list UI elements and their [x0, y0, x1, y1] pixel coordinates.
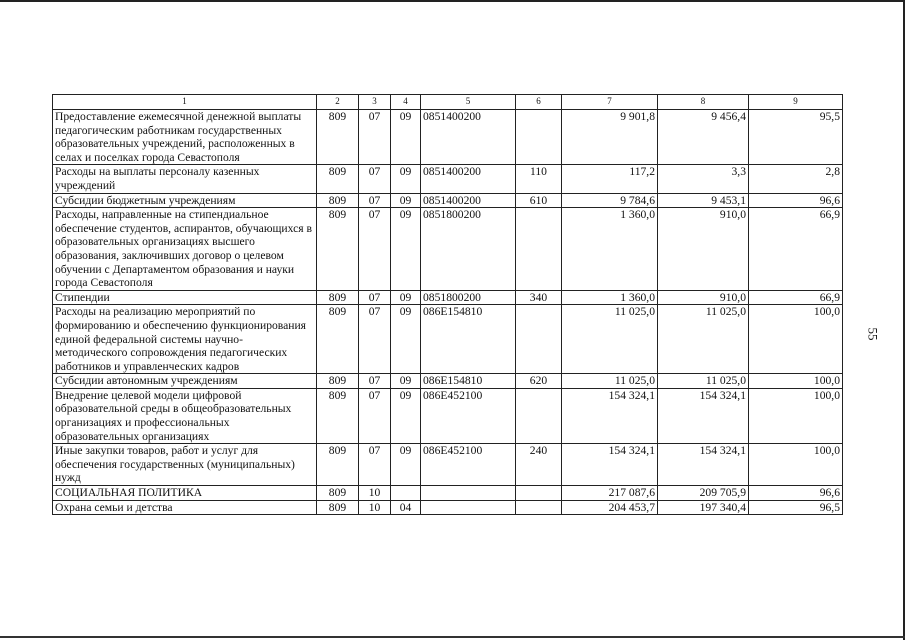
row-percent: 100,0: [749, 388, 843, 443]
row-percent: 100,0: [749, 374, 843, 389]
table-row: [53, 110, 843, 165]
row-code-subsection: 09: [391, 208, 421, 291]
row-percent: 95,5: [749, 110, 843, 165]
row-amount-plan: 154 324,1: [562, 388, 658, 443]
row-amount-plan: 11 025,0: [562, 305, 658, 374]
row-name: Стипендии: [53, 290, 317, 305]
row-code-section: 07: [359, 208, 391, 291]
row-name: Охрана семьи и детства: [53, 500, 317, 515]
row-code-ved: 809: [317, 388, 359, 443]
row-percent: 66,9: [749, 208, 843, 291]
table-row: [53, 165, 843, 193]
row-code-target: 0851400200: [421, 193, 516, 208]
table-row: [53, 444, 843, 486]
row-code-expense-type: 620: [516, 374, 562, 389]
row-code-ved: 809: [317, 444, 359, 486]
row-amount-plan: 117,2: [562, 165, 658, 193]
row-code-ved: 809: [317, 374, 359, 389]
row-amount-actual: 910,0: [658, 208, 749, 291]
row-name: Предоставление ежемесячной денежной выплаты педагогическим работникам государственных образовательных учреждений, расположенных в селах и поселках города Севастополя: [53, 110, 317, 165]
budget-table: [52, 94, 843, 515]
header-cell-7: 7: [562, 95, 658, 110]
row-amount-plan: 9 901,8: [562, 110, 658, 165]
row-code-expense-type: [516, 388, 562, 443]
row-code-target: 0851400200: [421, 110, 516, 165]
row-amount-actual: 11 025,0: [658, 305, 749, 374]
row-code-section: 07: [359, 305, 391, 374]
row-percent: 96,6: [749, 193, 843, 208]
row-code-target: 0851800200: [421, 208, 516, 291]
row-code-expense-type: 110: [516, 165, 562, 193]
row-amount-actual: 9 453,1: [658, 193, 749, 208]
row-code-target: 086E154810: [421, 305, 516, 374]
table-body: [53, 95, 843, 515]
row-amount-actual: 3,3: [658, 165, 749, 193]
row-name: Расходы, направленные на стипендиальное обеспечение студентов, аспирантов, обучающихся в образовательных организациях высшего образования, заключивших договор о целевом обучении с Департаментом образования и науки города Севастополя: [53, 208, 317, 291]
row-code-section: 07: [359, 193, 391, 208]
table-row: [53, 500, 843, 515]
row-code-subsection: 09: [391, 290, 421, 305]
row-code-target: [421, 500, 516, 515]
row-code-expense-type: [516, 305, 562, 374]
row-amount-actual: 209 705,9: [658, 486, 749, 501]
row-percent: 96,5: [749, 500, 843, 515]
header-cell-5: 5: [421, 95, 516, 110]
row-code-ved: 809: [317, 486, 359, 501]
row-name: Внедрение целевой модели цифровой образовательной среды в общеобразовательных организациях и профессиональных образовательных организациях: [53, 388, 317, 443]
row-code-ved: 809: [317, 208, 359, 291]
header-cell-2: 2: [317, 95, 359, 110]
row-code-target: 0851800200: [421, 290, 516, 305]
row-name: Субсидии бюджетным учреждениям: [53, 193, 317, 208]
row-code-expense-type: [516, 500, 562, 515]
row-percent: 2,8: [749, 165, 843, 193]
row-code-expense-type: [516, 110, 562, 165]
row-code-subsection: 04: [391, 500, 421, 515]
row-name: Расходы на выплаты персоналу казенных учреждений: [53, 165, 317, 193]
row-percent: 96,6: [749, 486, 843, 501]
row-code-target: [421, 486, 516, 501]
row-code-section: 07: [359, 374, 391, 389]
row-code-section: 07: [359, 444, 391, 486]
row-amount-plan: 11 025,0: [562, 374, 658, 389]
header-row: [53, 95, 843, 110]
table-row: [53, 486, 843, 501]
row-percent: 66,9: [749, 290, 843, 305]
row-name: Субсидии автономным учреждениям: [53, 374, 317, 389]
row-code-target: 086E154810: [421, 374, 516, 389]
row-code-section: 07: [359, 388, 391, 443]
bottom-scan-edge: [0, 636, 905, 638]
header-cell-3: 3: [359, 95, 391, 110]
row-code-subsection: 09: [391, 165, 421, 193]
row-amount-plan: 204 453,7: [562, 500, 658, 515]
row-code-subsection: [391, 486, 421, 501]
table-row: [53, 208, 843, 291]
row-amount-actual: 154 324,1: [658, 388, 749, 443]
row-percent: 100,0: [749, 305, 843, 374]
row-code-expense-type: 240: [516, 444, 562, 486]
row-amount-actual: 9 456,4: [658, 110, 749, 165]
row-name: Расходы на реализацию мероприятий по формированию и обеспечению функционирования единой федеральной системы научно-методического сопровождения педагогических работников и управленческих кадров: [53, 305, 317, 374]
row-code-subsection: 09: [391, 374, 421, 389]
header-cell-1: 1: [53, 95, 317, 110]
header-cell-8: 8: [658, 95, 749, 110]
row-code-expense-type: 340: [516, 290, 562, 305]
row-code-ved: 809: [317, 500, 359, 515]
table-row: [53, 193, 843, 208]
row-amount-plan: 9 784,6: [562, 193, 658, 208]
page-number: 55: [865, 327, 881, 341]
header-cell-6: 6: [516, 95, 562, 110]
row-code-target: 086E452100: [421, 444, 516, 486]
row-code-subsection: 09: [391, 110, 421, 165]
row-code-section: 07: [359, 165, 391, 193]
row-code-ved: 809: [317, 165, 359, 193]
row-code-section: 07: [359, 110, 391, 165]
row-code-ved: 809: [317, 305, 359, 374]
row-code-section: 10: [359, 500, 391, 515]
row-amount-actual: 154 324,1: [658, 444, 749, 486]
table-row: [53, 374, 843, 389]
table-row: [53, 290, 843, 305]
row-code-ved: 809: [317, 290, 359, 305]
row-code-ved: 809: [317, 193, 359, 208]
row-name: СОЦИАЛЬНАЯ ПОЛИТИКА: [53, 486, 317, 501]
row-code-subsection: 09: [391, 305, 421, 374]
row-amount-plan: 1 360,0: [562, 208, 658, 291]
row-amount-plan: 154 324,1: [562, 444, 658, 486]
row-code-expense-type: [516, 486, 562, 501]
row-amount-actual: 197 340,4: [658, 500, 749, 515]
row-amount-plan: 1 360,0: [562, 290, 658, 305]
row-code-section: 10: [359, 486, 391, 501]
table-row: [53, 388, 843, 443]
row-code-ved: 809: [317, 110, 359, 165]
row-code-target: 086E452100: [421, 388, 516, 443]
row-code-subsection: 09: [391, 193, 421, 208]
row-code-subsection: 09: [391, 444, 421, 486]
row-amount-plan: 217 087,6: [562, 486, 658, 501]
row-code-target: 0851400200: [421, 165, 516, 193]
header-cell-4: 4: [391, 95, 421, 110]
row-code-subsection: 09: [391, 388, 421, 443]
header-cell-9: 9: [749, 95, 843, 110]
row-code-section: 07: [359, 290, 391, 305]
row-name: Иные закупки товаров, работ и услуг для обеспечения государственных (муниципальных) нужд: [53, 444, 317, 486]
row-amount-actual: 11 025,0: [658, 374, 749, 389]
row-percent: 100,0: [749, 444, 843, 486]
row-code-expense-type: [516, 208, 562, 291]
table-row: [53, 305, 843, 374]
row-code-expense-type: 610: [516, 193, 562, 208]
row-amount-actual: 910,0: [658, 290, 749, 305]
